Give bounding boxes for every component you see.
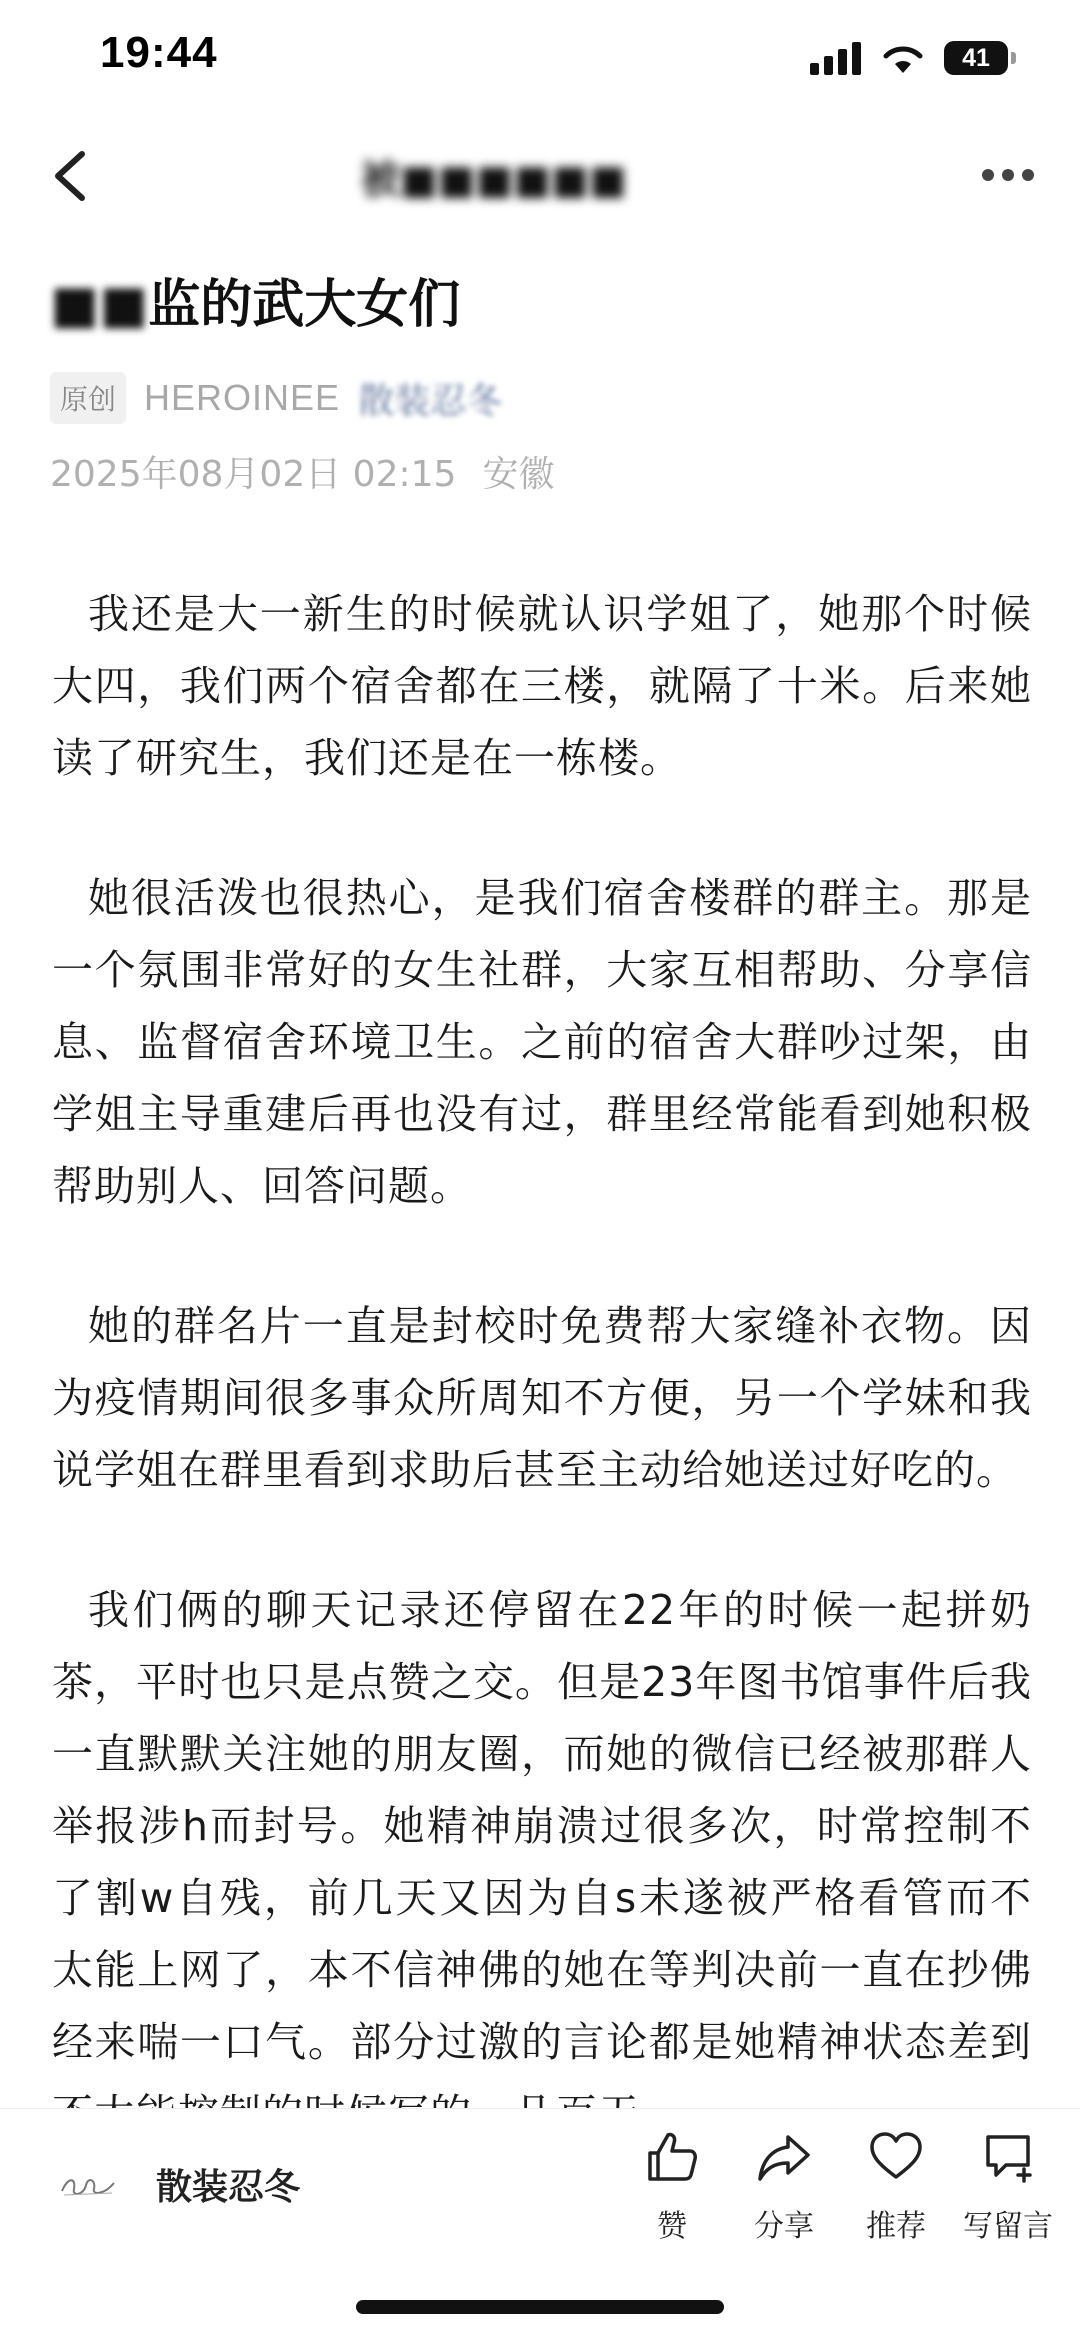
publish-location: 安徽 [482, 454, 555, 495]
share-button[interactable] [742, 2129, 826, 2245]
article-title [50, 262, 1030, 337]
home-indicator[interactable] [356, 2300, 724, 2314]
account-info[interactable] [56, 2159, 300, 2210]
publish-date: 2025年08月02日 02:15 [50, 454, 457, 495]
battery-icon [944, 41, 1008, 75]
comment-label: 写留言 [963, 2209, 1053, 2244]
thumbs-up-icon [644, 2129, 700, 2185]
action-group [630, 2129, 1053, 2245]
status-icons [810, 38, 1008, 78]
publish-info [50, 446, 554, 497]
status-bar [0, 0, 1080, 120]
share-icon [756, 2129, 812, 2185]
nav-title: 被■■■■■■ [360, 157, 627, 203]
paragraph: 我们俩的聊天记录还停留在22年的时候一起拼奶茶，平时也只是点赞之交。但是23年图书馆事件后我一直默默关注她的朋友圈，而她的微信已经被那群人举报涉h而封号。她精神崩溃过很多次，时常控制不了割w自残，前几天又因为自s未遂被严格看管而不太能上网了，本不信神佛的她在等判决前一直在抄佛经来喘一口气。部分过激的言论都是她精神状态差到 [52, 1586, 1032, 2066]
comment-button[interactable] [963, 2129, 1053, 2245]
like-button[interactable] [630, 2129, 714, 2245]
account-logo-icon [56, 2165, 120, 2205]
more-options-icon[interactable] [976, 150, 1040, 200]
recommend-button[interactable] [854, 2129, 938, 2245]
recommend-label: 推荐 [866, 2209, 926, 2244]
original-badge: 原创 [50, 372, 126, 424]
paragraph: 我还是大一新生的时候就认识学姐了，她那个时候大四，我们两个宿舍都在三楼，就隔了十米。后来她读了研究生，我们还是在一栋楼。 [52, 590, 1032, 782]
wifi-icon [880, 41, 926, 75]
article-body [52, 578, 1032, 2103]
comment-icon [980, 2129, 1036, 2185]
share-label: 分享 [754, 2209, 814, 2244]
account-name[interactable]: 散装忍冬 [156, 2167, 301, 2208]
battery-level: 41 [962, 43, 990, 72]
nav-bar [0, 130, 1080, 220]
account-link[interactable]: 散装忍冬 [358, 380, 503, 422]
article-title-obscured: ■■ [50, 275, 149, 335]
cellular-signal-icon [810, 41, 862, 75]
article-meta [50, 370, 502, 426]
status-time: 19:44 [100, 28, 218, 77]
author-name: HEROINEE [144, 377, 341, 418]
paragraph: 她很活泼也很热心，是我们宿舍楼群的群主。那是一个氛围非常好的女生社群，大家互相帮助、分享信息、监督宿舍环境卫生。之前的宿舍大群吵过架，由学姐主导重建后再也没有过，群里经常能看到她积极帮助别人、回答问题。 [52, 874, 1032, 1210]
article-title-text: 监的武大女们 [148, 275, 461, 335]
back-icon[interactable] [44, 146, 100, 206]
like-label: 赞 [657, 2209, 687, 2244]
paragraph: 她的群名片一直是封校时免费帮大家缝补衣物。因为疫情期间很多事众所周知不方便，另一个学妹和我说学姐在群里看到求助后甚至主动给她送过好吃的。 [52, 1302, 1032, 1494]
heart-icon [868, 2129, 924, 2185]
